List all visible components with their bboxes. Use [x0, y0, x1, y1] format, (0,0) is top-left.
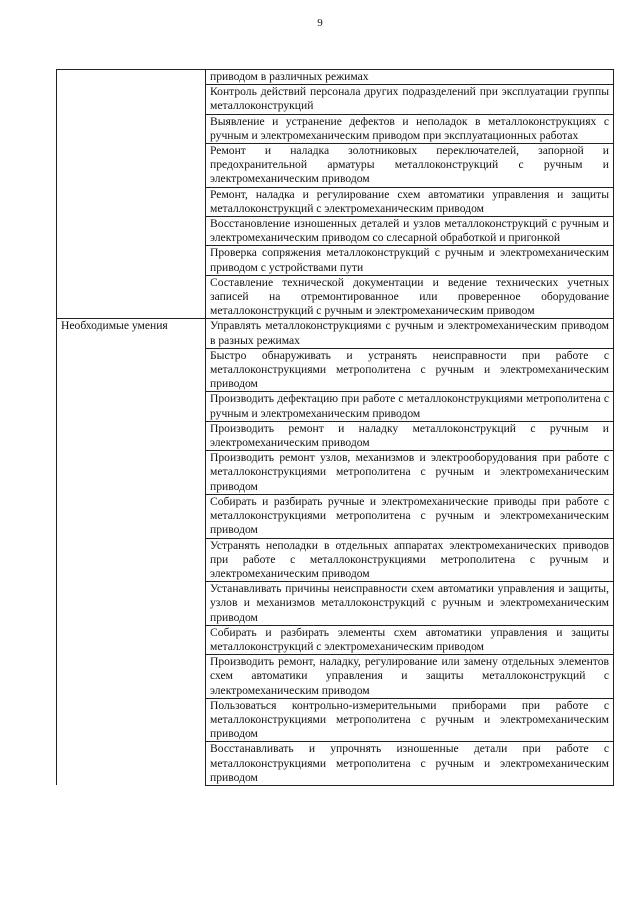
- list-item: Производить ремонт, наладку, регулирование или замену отдельных элементов схем автоматики управления и защиты металлоконструкций с электромеханическим приводом: [206, 655, 614, 699]
- table-row: [57, 70, 614, 85]
- row-label-cell: [57, 319, 206, 786]
- row-label-skills: Необходимые умения: [61, 319, 168, 333]
- list-item: Быстро обнаруживать и устранять неисправности при работе с металлоконструкциями метрополитена с ручным и электромеханическим приводом: [206, 348, 614, 392]
- list-item: Производить ремонт узлов, механизмов и электрооборудования при работе с металлоконструкциями метрополитена с ручным и электромеханическим приводом: [206, 451, 614, 495]
- requirements-table: [56, 69, 614, 786]
- table-row: [57, 319, 614, 348]
- list-item: Составление технической документации и ведение технических учетных записей на отремонтированное или проверенное оборудование металлоконструкций с ручным и электромеханическим приводом: [206, 275, 614, 319]
- list-item: Выявление и устранение дефектов и неполадок в металлоконструкциях с ручным и электромеханическим приводом при эксплуатационных работах: [206, 114, 614, 143]
- list-item: Собирать и разбирать ручные и электромеханические приводы при работе с металлоконструкциями метрополитена с ручным и электромеханическим приводом: [206, 494, 614, 538]
- page-number: 9: [317, 17, 323, 29]
- list-item: Устанавливать причины неисправности схем автоматики управления и защиты, узлов и механизмов металлоконструкций с ручным и электромеханическим приводом: [206, 582, 614, 626]
- list-item: приводом в различных режимах: [206, 70, 614, 85]
- list-item: Ремонт, наладка и регулирование схем автоматики управления и защиты металлоконструкций с электромеханическим приводом: [206, 187, 614, 216]
- row-label-cell: [57, 70, 206, 319]
- list-item: Производить дефектацию при работе с металлоконструкциями метрополитена с ручным и электромеханическим приводом: [206, 392, 614, 421]
- list-item: Восстанавливать и упрочнять изношенные детали при работе с металлоконструкциями метрополитена с ручным и электромеханическим приводом: [206, 742, 614, 786]
- list-item: Устранять неполадки в отдельных аппаратах электромеханических приводов при работе с металлоконструкциями метрополитена с ручным и электромеханическим приводом: [206, 538, 614, 582]
- list-item: Ремонт и наладка золотниковых переключателей, запорной и предохранительной арматуры металлоконструкций с ручным и электромеханическим приводом: [206, 144, 614, 188]
- list-item: Пользоваться контрольно-измерительными приборами при работе с металлоконструкциями метрополитена с ручным и электромеханическим приводом: [206, 698, 614, 742]
- list-item: Собирать и разбирать элементы схем автоматики управления и защиты металлоконструкций с электромеханическим приводом: [206, 625, 614, 654]
- list-item: Восстановление изношенных деталей и узлов металлоконструкций с ручным и электромеханическим приводом со слесарной обработкой и пригонкой: [206, 217, 614, 246]
- list-item: Контроль действий персонала других подразделений при эксплуатации группы металлоконструкций: [206, 85, 614, 114]
- list-item: Управлять металлоконструкциями с ручным и электромеханическим приводом в разных режимах: [206, 319, 614, 348]
- list-item: Проверка сопряжения металлоконструкций с ручным и электромеханическим приводом с устройствами пути: [206, 246, 614, 275]
- list-item: Производить ремонт и наладку металлоконструкций с ручным и электромеханическим приводом: [206, 421, 614, 450]
